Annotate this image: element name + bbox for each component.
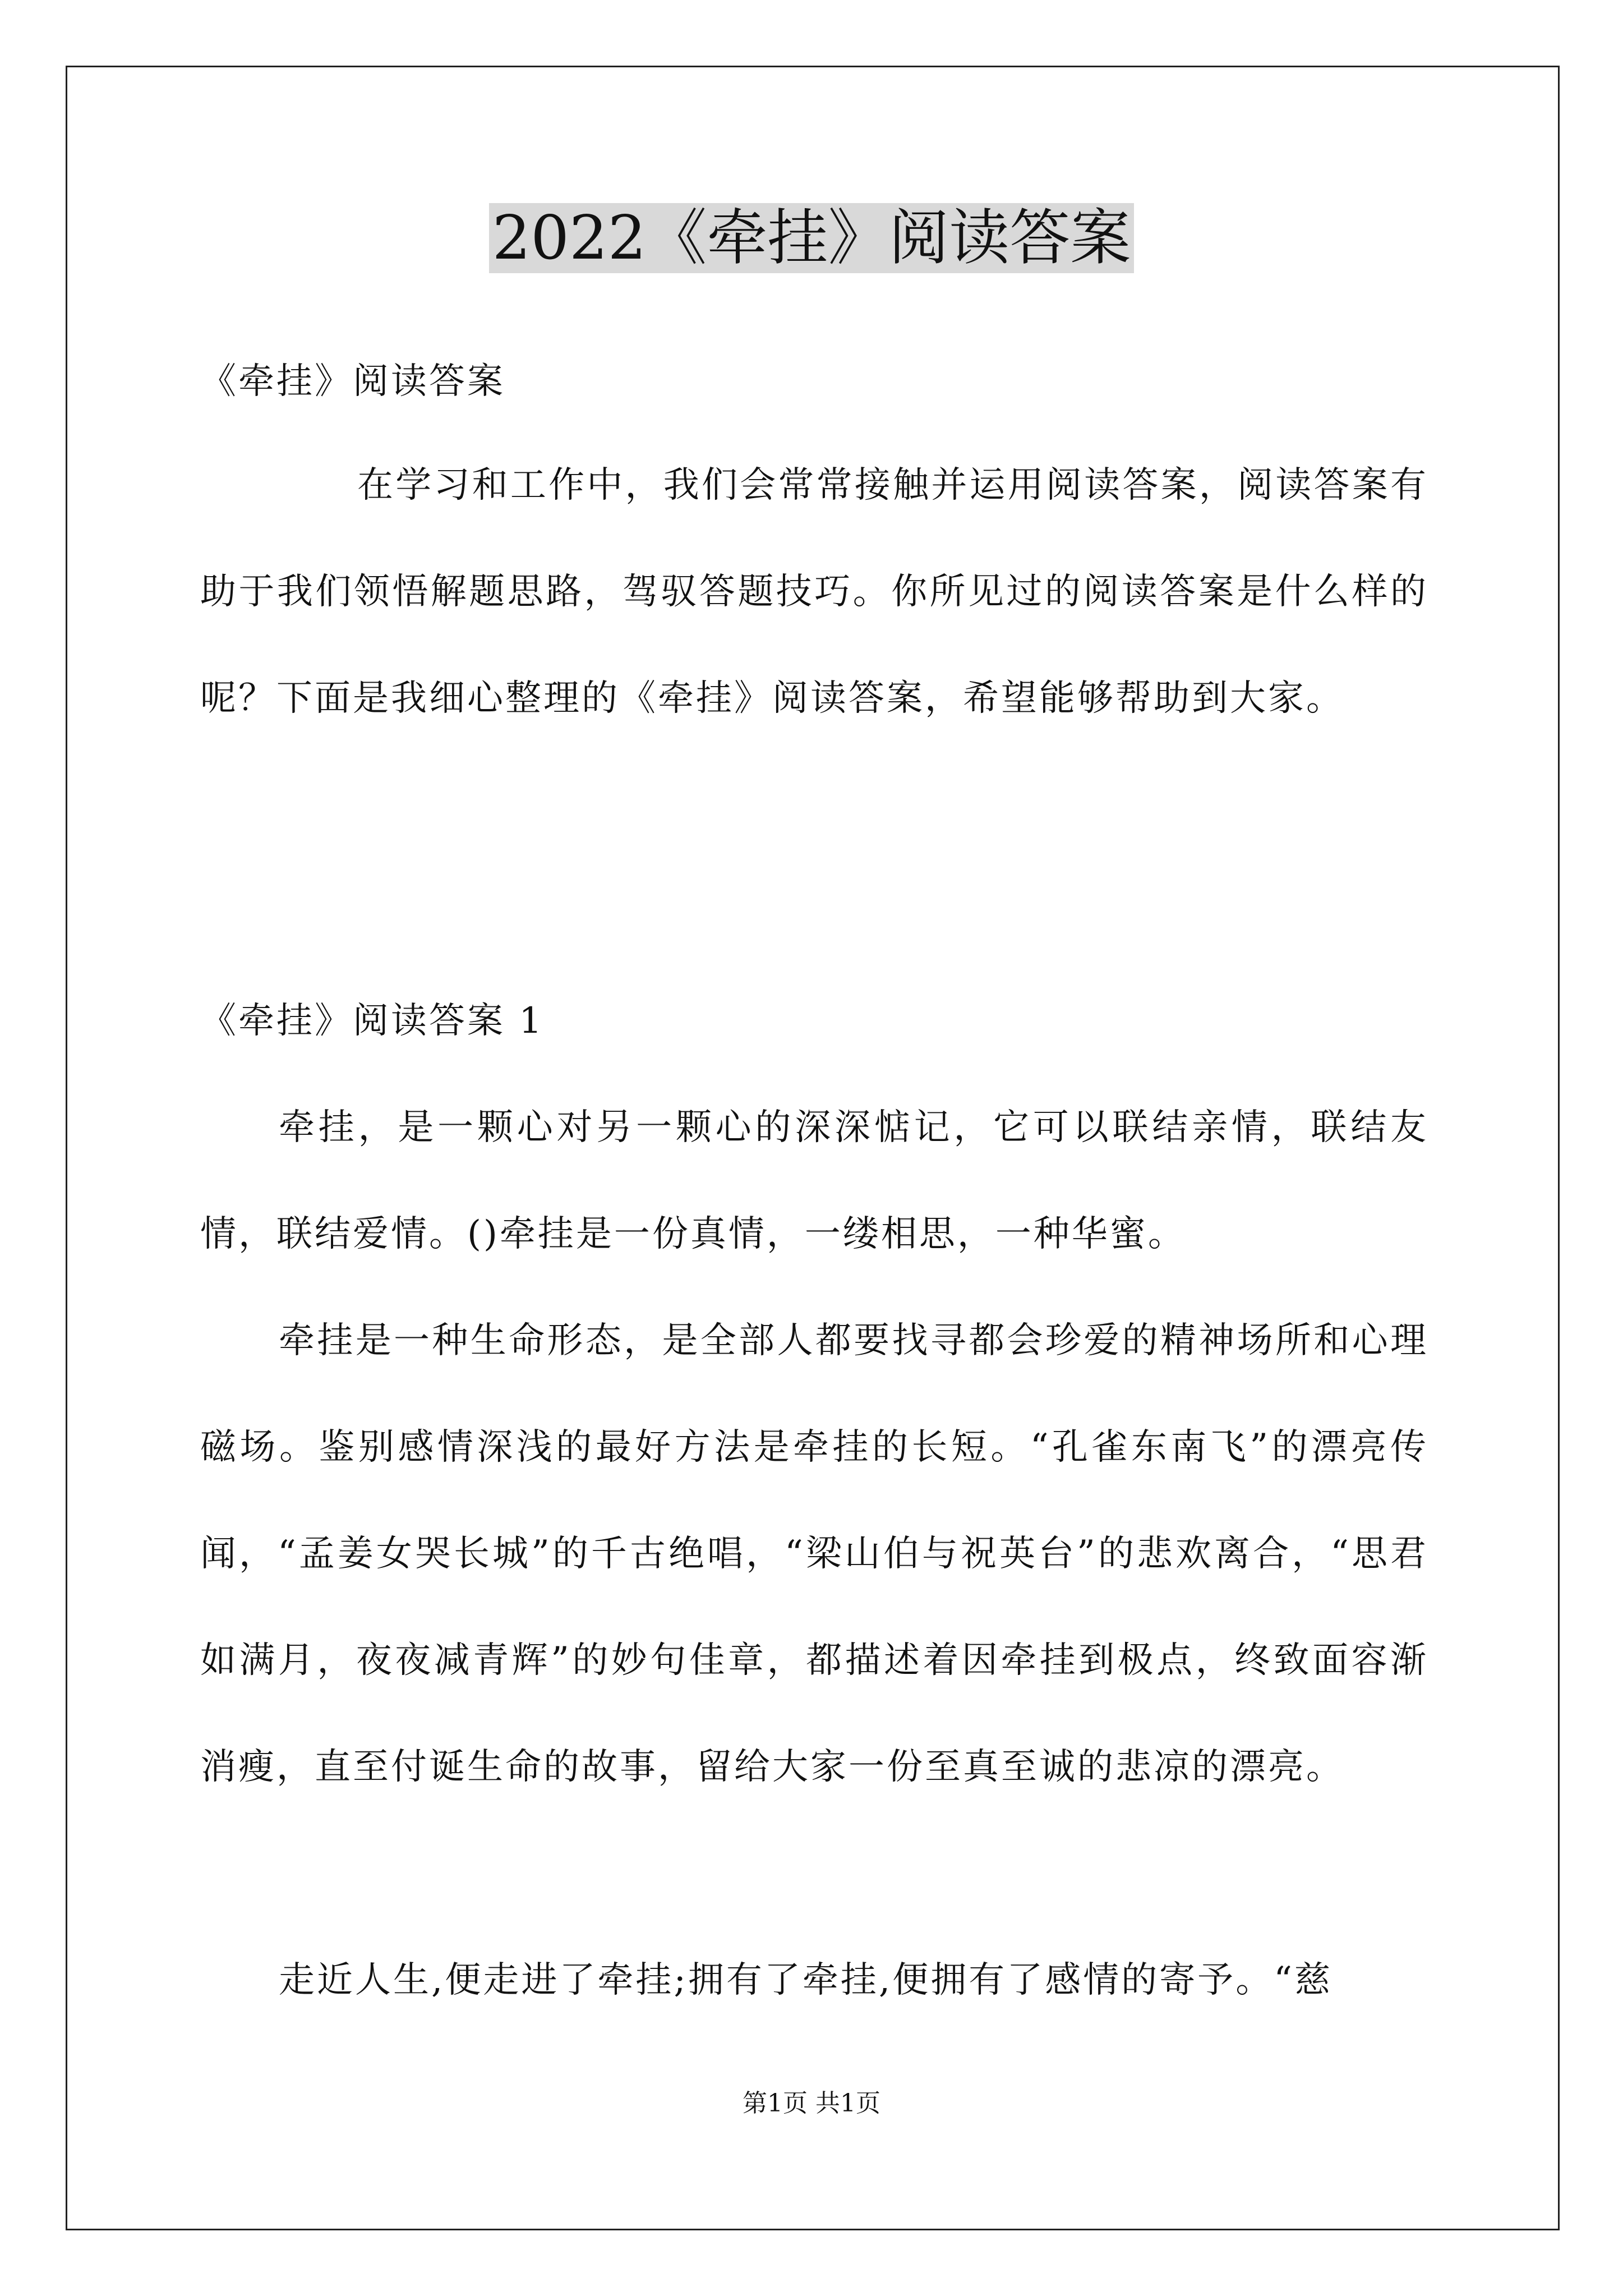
page-number-footer: 第1页 共1页 [743, 2089, 880, 2118]
intro-paragraph: 在学习和工作中，我们会常常接触并运用阅读答案，阅读答案有助于我们领悟解题思路，驾驭答题技巧。你所见过的阅读答案是什么样的呢？下面是我细心整理的《牵挂》阅读答案，希望能够帮助到大家。 [200, 464, 1428, 719]
body-paragraph-2: 牵挂是一种生命形态，是全部人都要找寻都会珍爱的精神场所和心理磁场。鉴别感情深浅的最好方法是牵挂的长短。“孔雀东南飞”的漂亮传闻，“孟姜女哭长城”的千古绝唱，“梁山伯与祝英台”的悲欢离合，“思君如满月，夜夜减青辉”的妙句佳章，都描述着因牵挂到极点，终致面容渐消瘦，直至付诞生命的故事，留给大家一份至真至诚的悲凉的漂亮。 [200, 1320, 1428, 1788]
body-paragraph-3: 走近人生,便走进了牵挂;拥有了牵挂,便拥有了感情的寄予。“慈 [279, 1959, 1332, 2001]
document-title-text: 2022《牵挂》阅读答案 [489, 203, 1135, 273]
document-subtitle: 《牵挂》阅读答案 [200, 361, 505, 402]
document-title [0, 199, 1623, 278]
section-heading: 《牵挂》阅读答案 1 [200, 1000, 545, 1042]
body-paragraph-1: 牵挂，是一颗心对另一颗心的深深惦记，它可以联结亲情，联结友情，联结爱情。()牵挂是一份真情，一缕相思，一种华蜜。 [200, 1107, 1428, 1255]
